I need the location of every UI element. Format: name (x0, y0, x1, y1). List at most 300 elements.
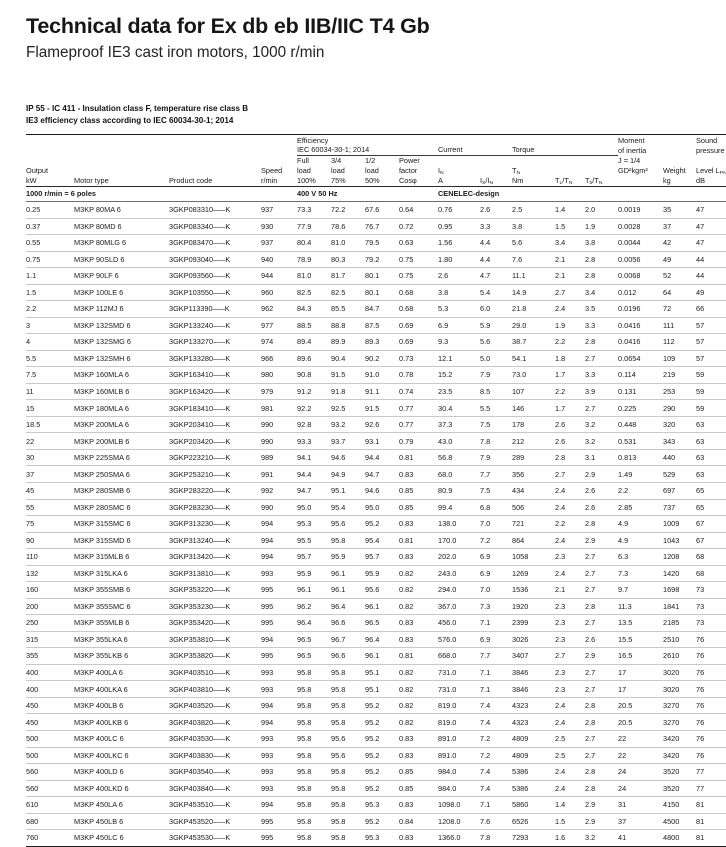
cell-motor-type: M3KP 355SMC 6 (74, 598, 169, 615)
cell-current-ratio: 7.4 (480, 697, 512, 714)
group-torque: Torque (512, 145, 618, 155)
cell-product-code: 3GKP403530‒‒‒K (169, 730, 261, 747)
cell-motor-type: M3KP 400LKD 6 (74, 780, 169, 797)
cell-weight: 219 (663, 367, 696, 384)
cell-moment-of-inertia: 24 (618, 780, 663, 797)
cell-locked-rotor-torque-ratio: 1.7 (555, 367, 585, 384)
cell-moment-of-inertia: 22 (618, 747, 663, 764)
cell-speed: 995 (261, 813, 297, 830)
cell-rated-current: 99.4 (438, 499, 480, 516)
table-row (26, 516, 726, 533)
cell-rated-torque: 2.5 (512, 201, 555, 218)
header-current-ratio: $I_S/I_N$ (480, 175, 494, 186)
cell-sound-pressure: 77 (696, 780, 726, 797)
cell-output: 15 (26, 400, 74, 417)
header-breakdown-torque-ratio: $T_b/T_N$ (585, 175, 603, 186)
cell-34-load: 91.8 (331, 383, 365, 400)
header-tn2-sub: N (568, 179, 573, 186)
cell-motor-type: M3KP 400LKB 6 (74, 714, 169, 731)
table-row (26, 697, 726, 714)
cell-product-code: 3GKP113390‒‒‒K (169, 301, 261, 318)
cell-moment-of-inertia: 20.5 (618, 697, 663, 714)
cell-breakdown-torque-ratio: 2.9 (585, 813, 618, 830)
cell-rated-torque: 14.9 (512, 284, 555, 301)
cell-speed: 993 (261, 681, 297, 698)
cell-sound-pressure: 81 (696, 830, 726, 847)
cell-rated-torque: 21.8 (512, 301, 555, 318)
cell-breakdown-torque-ratio: 2.7 (585, 747, 618, 764)
cell-output: 22 (26, 433, 74, 450)
table-row (26, 631, 726, 648)
table-row (26, 201, 726, 218)
cell-current-ratio: 4.4 (480, 235, 512, 252)
cell-weight: 3270 (663, 697, 696, 714)
cell-motor-type: M3KP 225SMA 6 (74, 449, 169, 466)
header-moment-j: J = 1/4 (618, 156, 641, 166)
header-current-unit: A (438, 175, 443, 185)
header-output-unit: kW (26, 175, 37, 185)
cell-12-load: 95.4 (365, 532, 399, 549)
cell-moment-of-inertia: 1.49 (618, 466, 663, 483)
header-12-load-b: load (365, 166, 379, 176)
cell-rated-torque: 1058 (512, 549, 555, 566)
cell-rated-current: 43.0 (438, 433, 480, 450)
cell-sound-pressure: 76 (696, 747, 726, 764)
cell-weight: 2185 (663, 615, 696, 632)
cell-locked-rotor-torque-ratio: 2.3 (555, 631, 585, 648)
cell-output: 250 (26, 615, 74, 632)
cell-locked-rotor-torque-ratio: 2.1 (555, 268, 585, 285)
cell-rated-current: 2.6 (438, 268, 480, 285)
cell-current-ratio: 7.3 (480, 598, 512, 615)
cell-motor-type: M3KP 132SMD 6 (74, 317, 169, 334)
cell-rated-current: 576.0 (438, 631, 480, 648)
cell-moment-of-inertia: 0.531 (618, 433, 663, 450)
cell-sound-pressure: 44 (696, 251, 726, 268)
cell-product-code: 3GKP403510‒‒‒K (169, 664, 261, 681)
header-sound-unit: dB (696, 175, 705, 185)
cell-moment-of-inertia: 0.225 (618, 400, 663, 417)
cell-rated-torque: 3846 (512, 664, 555, 681)
cell-sound-pressure: 63 (696, 466, 726, 483)
cell-weight: 3020 (663, 681, 696, 698)
cell-power-factor: 0.73 (399, 350, 438, 367)
cell-current-ratio: 7.2 (480, 532, 512, 549)
cell-rated-current: 456.0 (438, 615, 480, 632)
cell-full-load: 73.3 (297, 201, 331, 218)
cell-locked-rotor-torque-ratio: 2.2 (555, 383, 585, 400)
cell-locked-rotor-torque-ratio: 2.3 (555, 615, 585, 632)
table-row (26, 350, 726, 367)
cell-sound-pressure: 76 (696, 730, 726, 747)
cell-full-load: 96.5 (297, 648, 331, 665)
cell-weight: 72 (663, 301, 696, 318)
cell-output: 75 (26, 516, 74, 533)
table-row (26, 532, 726, 549)
cell-power-factor: 0.83 (399, 466, 438, 483)
header-34-load-b: load (331, 166, 345, 176)
cell-12-load: 79.2 (365, 251, 399, 268)
header-product-code: Product code (169, 175, 213, 185)
section-header-row (26, 186, 726, 201)
cell-full-load: 92.8 (297, 416, 331, 433)
cell-product-code: 3GKP353810‒‒‒K (169, 631, 261, 648)
cell-sound-pressure: 76 (696, 631, 726, 648)
cell-motor-type: M3KP 280SMB 6 (74, 483, 169, 500)
cell-full-load: 95.7 (297, 549, 331, 566)
cell-current-ratio: 7.4 (480, 764, 512, 781)
cell-output: 760 (26, 830, 74, 847)
header-tl-base: T (555, 175, 560, 185)
cell-rated-torque: 721 (512, 516, 555, 533)
cell-moment-of-inertia: 16.5 (618, 648, 663, 665)
cell-12-load: 95.1 (365, 664, 399, 681)
table-row (26, 730, 726, 747)
cell-34-load: 96.6 (331, 648, 365, 665)
cell-moment-of-inertia: 0.0196 (618, 301, 663, 318)
cell-speed: 981 (261, 400, 297, 417)
cell-power-factor: 0.83 (399, 516, 438, 533)
cell-breakdown-torque-ratio: 2.6 (585, 631, 618, 648)
cell-output: 560 (26, 780, 74, 797)
table-row (26, 334, 726, 351)
cell-12-load: 80.1 (365, 284, 399, 301)
cell-power-factor: 0.85 (399, 764, 438, 781)
cell-output: 315 (26, 631, 74, 648)
cell-moment-of-inertia: 7.3 (618, 565, 663, 582)
cell-product-code: 3GKP083470‒‒‒K (169, 235, 261, 252)
cell-locked-rotor-torque-ratio: 2.5 (555, 747, 585, 764)
cell-current-ratio: 7.9 (480, 449, 512, 466)
cell-weight: 343 (663, 433, 696, 450)
cell-motor-type: M3KP 355SMB 6 (74, 582, 169, 599)
cell-sound-pressure: 76 (696, 714, 726, 731)
cell-locked-rotor-torque-ratio: 2.6 (555, 433, 585, 450)
cell-sound-pressure: 67 (696, 516, 726, 533)
table-row (26, 648, 726, 665)
cell-speed: 995 (261, 582, 297, 599)
table-head (26, 135, 726, 186)
header-tn-sub: N (516, 170, 521, 177)
cell-rated-current: 9.3 (438, 334, 480, 351)
cell-full-load: 95.8 (297, 664, 331, 681)
cell-moment-of-inertia: 4.9 (618, 532, 663, 549)
cell-12-load: 95.2 (365, 813, 399, 830)
cell-moment-of-inertia: 20.5 (618, 714, 663, 731)
cell-rated-torque: 146 (512, 400, 555, 417)
cell-speed: 930 (261, 218, 297, 235)
cell-motor-type: M3KP 80MA 6 (74, 201, 169, 218)
standards-line-1: IP 55 - IC 411 - Insulation class F, temperature rise class B (26, 103, 249, 113)
cell-motor-type: M3KP 355LKA 6 (74, 631, 169, 648)
cell-motor-type: M3KP 250SMA 6 (74, 466, 169, 483)
cell-34-load: 94.9 (331, 466, 365, 483)
cell-power-factor: 0.82 (399, 697, 438, 714)
cell-power-factor: 0.81 (399, 449, 438, 466)
cell-full-load: 77.9 (297, 218, 331, 235)
cell-power-factor: 0.72 (399, 218, 438, 235)
cell-breakdown-torque-ratio: 3.5 (585, 301, 618, 318)
cell-breakdown-torque-ratio: 3.3 (585, 367, 618, 384)
cell-motor-type: M3KP 100LE 6 (74, 284, 169, 301)
cell-current-ratio: 2.6 (480, 201, 512, 218)
cell-weight: 3420 (663, 747, 696, 764)
cell-34-load: 91.5 (331, 367, 365, 384)
cell-breakdown-torque-ratio: 2.7 (585, 565, 618, 582)
cell-breakdown-torque-ratio: 3.3 (585, 317, 618, 334)
cell-rated-current: 23.5 (438, 383, 480, 400)
cell-locked-rotor-torque-ratio: 2.8 (555, 449, 585, 466)
cell-rated-current: 1098.0 (438, 797, 480, 814)
cell-12-load: 95.2 (365, 730, 399, 747)
cell-locked-rotor-torque-ratio: 2.5 (555, 730, 585, 747)
cell-speed: 993 (261, 730, 297, 747)
cell-speed: 993 (261, 565, 297, 582)
cell-speed: 993 (261, 780, 297, 797)
cell-34-load: 80.3 (331, 251, 365, 268)
cell-current-ratio: 7.2 (480, 730, 512, 747)
cell-power-factor: 0.69 (399, 334, 438, 351)
cell-34-load: 81.7 (331, 268, 365, 285)
cell-rated-current: 1366.0 (438, 830, 480, 847)
cell-34-load: 95.9 (331, 549, 365, 566)
cell-breakdown-torque-ratio: 2.7 (585, 681, 618, 698)
cell-current-ratio: 7.2 (480, 747, 512, 764)
cell-moment-of-inertia: 0.0028 (618, 218, 663, 235)
cell-current-ratio: 7.0 (480, 582, 512, 599)
cell-34-load: 95.8 (331, 830, 365, 847)
cell-sound-pressure: 59 (696, 400, 726, 417)
cell-output: 610 (26, 797, 74, 814)
cell-sound-pressure: 59 (696, 367, 726, 384)
cell-rated-current: 3.8 (438, 284, 480, 301)
cell-product-code: 3GKP403840‒‒‒K (169, 780, 261, 797)
column-header-row-2 (26, 166, 726, 176)
cell-motor-type: M3KP 200MLA 6 (74, 416, 169, 433)
cell-34-load: 95.8 (331, 714, 365, 731)
cell-motor-type: M3KP 315LKA 6 (74, 565, 169, 582)
cell-rated-torque: 1920 (512, 598, 555, 615)
cell-rated-torque: 3.8 (512, 218, 555, 235)
cell-12-load: 93.1 (365, 433, 399, 450)
cell-current-ratio: 7.8 (480, 830, 512, 847)
cell-product-code: 3GKP403520‒‒‒K (169, 697, 261, 714)
header-locked-rotor-torque-ratio: $T_L/T_N$ (555, 175, 573, 186)
cell-power-factor: 0.79 (399, 433, 438, 450)
cell-product-code: 3GKP353820‒‒‒K (169, 648, 261, 665)
cell-current-ratio: 7.4 (480, 780, 512, 797)
cell-output: 90 (26, 532, 74, 549)
cell-speed: 977 (261, 317, 297, 334)
cell-full-load: 78.9 (297, 251, 331, 268)
header-rated-current-symbol (438, 166, 480, 176)
cell-weight: 52 (663, 268, 696, 285)
cell-sound-pressure: 49 (696, 284, 726, 301)
cell-full-load: 88.5 (297, 317, 331, 334)
cell-output: 30 (26, 449, 74, 466)
cell-power-factor: 0.75 (399, 268, 438, 285)
cell-product-code: 3GKP453520‒‒‒K (169, 813, 261, 830)
cell-power-factor: 0.81 (399, 532, 438, 549)
cell-product-code: 3GKP093560‒‒‒K (169, 268, 261, 285)
cell-motor-type: M3KP 90LF 6 (74, 268, 169, 285)
cell-product-code: 3GKP203420‒‒‒K (169, 433, 261, 450)
cell-full-load: 94.1 (297, 449, 331, 466)
cell-breakdown-torque-ratio: 2.6 (585, 483, 618, 500)
cell-product-code: 3GKP183410‒‒‒K (169, 400, 261, 417)
cell-moment-of-inertia: 0.012 (618, 284, 663, 301)
cell-34-load: 82.5 (331, 284, 365, 301)
cell-breakdown-torque-ratio: 2.7 (585, 582, 618, 599)
cell-weight: 737 (663, 499, 696, 516)
cell-sound-pressure: 77 (696, 764, 726, 781)
cell-34-load: 95.8 (331, 764, 365, 781)
group-efficiency-standard: IEC 60034-30-1; 2014 (297, 145, 438, 155)
cell-current-ratio: 5.5 (480, 400, 512, 417)
cell-rated-torque: 107 (512, 383, 555, 400)
cell-breakdown-torque-ratio: 2.7 (585, 615, 618, 632)
cell-product-code: 3GKP403540‒‒‒K (169, 764, 261, 781)
cell-breakdown-torque-ratio: 2.7 (585, 664, 618, 681)
cell-12-load: 76.7 (365, 218, 399, 235)
cell-12-load: 94.6 (365, 483, 399, 500)
cell-12-load: 91.5 (365, 400, 399, 417)
cell-34-load: 93.7 (331, 433, 365, 450)
cell-output: 45 (26, 483, 74, 500)
cell-locked-rotor-torque-ratio: 2.4 (555, 697, 585, 714)
cell-speed: 994 (261, 532, 297, 549)
cell-speed: 937 (261, 201, 297, 218)
cell-12-load: 89.3 (365, 334, 399, 351)
cell-34-load: 94.6 (331, 449, 365, 466)
cell-moment-of-inertia: 24 (618, 764, 663, 781)
cell-full-load: 96.2 (297, 598, 331, 615)
cell-current-ratio: 7.5 (480, 416, 512, 433)
cell-rated-torque: 4323 (512, 714, 555, 731)
cell-sound-pressure: 76 (696, 648, 726, 665)
cell-locked-rotor-torque-ratio: 2.2 (555, 516, 585, 533)
cell-current-ratio: 4.7 (480, 268, 512, 285)
cell-34-load: 96.7 (331, 631, 365, 648)
cell-output: 560 (26, 764, 74, 781)
cell-12-load: 92.6 (365, 416, 399, 433)
cell-rated-current: 731.0 (438, 664, 480, 681)
cell-12-load: 84.7 (365, 301, 399, 318)
cell-rated-torque: 178 (512, 416, 555, 433)
cell-34-load: 92.5 (331, 400, 365, 417)
cell-locked-rotor-torque-ratio: 2.4 (555, 301, 585, 318)
table-row (26, 367, 726, 384)
table-row (26, 449, 726, 466)
cell-breakdown-torque-ratio: 2.8 (585, 251, 618, 268)
cell-sound-pressure: 57 (696, 350, 726, 367)
cell-moment-of-inertia: 0.0416 (618, 317, 663, 334)
cell-power-factor: 0.82 (399, 714, 438, 731)
cell-sound-pressure: 73 (696, 598, 726, 615)
cell-speed: 944 (261, 268, 297, 285)
header-in-sub: N (440, 170, 444, 177)
cell-motor-type: M3KP 132SMH 6 (74, 350, 169, 367)
cell-full-load: 84.3 (297, 301, 331, 318)
cell-current-ratio: 7.1 (480, 615, 512, 632)
cell-motor-type: M3KP 180MLA 6 (74, 400, 169, 417)
cell-full-load: 95.3 (297, 516, 331, 533)
table-row (26, 400, 726, 417)
cell-current-ratio: 7.4 (480, 714, 512, 731)
table-row (26, 747, 726, 764)
cell-34-load: 95.6 (331, 730, 365, 747)
cell-breakdown-torque-ratio: 2.7 (585, 549, 618, 566)
cell-sound-pressure: 67 (696, 532, 726, 549)
cell-full-load: 82.5 (297, 284, 331, 301)
cell-moment-of-inertia: 2.85 (618, 499, 663, 516)
cell-motor-type: M3KP 400LC 6 (74, 730, 169, 747)
cell-34-load: 78.6 (331, 218, 365, 235)
cell-rated-torque: 3407 (512, 648, 555, 665)
cell-full-load: 93.3 (297, 433, 331, 450)
cell-rated-current: 80.9 (438, 483, 480, 500)
cell-12-load: 96.4 (365, 631, 399, 648)
cell-product-code: 3GKP403830‒‒‒K (169, 747, 261, 764)
cell-sound-pressure: 57 (696, 317, 726, 334)
cell-power-factor: 0.68 (399, 301, 438, 318)
cell-speed: 966 (261, 350, 297, 367)
cell-output: 355 (26, 648, 74, 665)
cell-full-load: 96.4 (297, 615, 331, 632)
header-tn3-base: T (594, 175, 599, 185)
cell-speed: 994 (261, 549, 297, 566)
cell-weight: 35 (663, 201, 696, 218)
cell-sound-pressure: 65 (696, 483, 726, 500)
cell-rated-current: 68.0 (438, 466, 480, 483)
cell-product-code: 3GKP353220‒‒‒K (169, 582, 261, 599)
cell-sound-pressure: 73 (696, 615, 726, 632)
cell-rated-torque: 38.7 (512, 334, 555, 351)
cell-rated-current: 37.3 (438, 416, 480, 433)
cell-moment-of-inertia: 0.0044 (618, 235, 663, 252)
cell-weight: 49 (663, 251, 696, 268)
section-voltage: 400 V 50 Hz (297, 189, 338, 199)
cell-12-load: 95.9 (365, 565, 399, 582)
cell-power-factor: 0.83 (399, 549, 438, 566)
cell-power-factor: 0.81 (399, 648, 438, 665)
cell-motor-type: M3KP 315SMD 6 (74, 532, 169, 549)
cell-output: 5.5 (26, 350, 74, 367)
cell-motor-type: M3KP 132SMG 6 (74, 334, 169, 351)
cell-weight: 3520 (663, 764, 696, 781)
cell-rated-torque: 11.1 (512, 268, 555, 285)
cell-rated-torque: 73.0 (512, 367, 555, 384)
header-weight-unit: kg (663, 175, 671, 185)
header-tn3-sub: N (598, 179, 603, 186)
table-row (26, 499, 726, 516)
cell-rated-torque: 356 (512, 466, 555, 483)
cell-output: 3 (26, 317, 74, 334)
table-row (26, 218, 726, 235)
cell-motor-type: M3KP 355MLB 6 (74, 615, 169, 632)
header-12-load-pct: 50% (365, 175, 380, 185)
cell-weight: 3020 (663, 664, 696, 681)
cell-current-ratio: 7.9 (480, 367, 512, 384)
cell-rated-current: 56.8 (438, 449, 480, 466)
cell-motor-type: M3KP 450LA 6 (74, 797, 169, 814)
header-torque-unit: Nm (512, 175, 524, 185)
cell-power-factor: 0.85 (399, 780, 438, 797)
cell-weight: 37 (663, 218, 696, 235)
cell-rated-torque: 29.0 (512, 317, 555, 334)
cell-rated-current: 367.0 (438, 598, 480, 615)
cell-weight: 320 (663, 416, 696, 433)
